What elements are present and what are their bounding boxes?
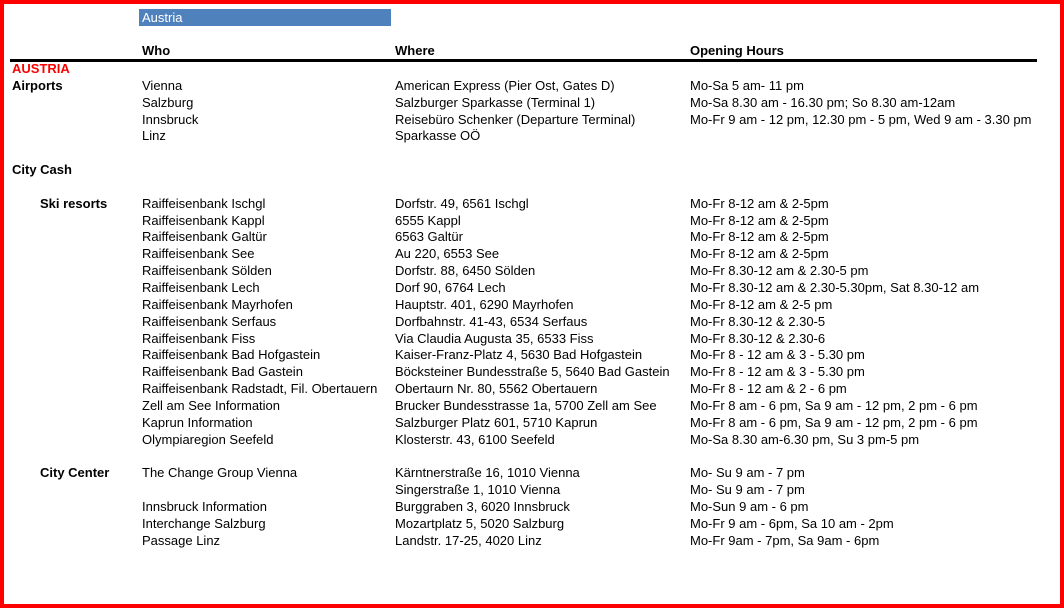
hours-cell: Mo-Fr 9 am - 6pm, Sa 10 am - 2pm <box>690 515 894 531</box>
hours-cell: Mo-Fr 8-12 am & 2-5 pm <box>690 296 833 312</box>
who-cell: Vienna <box>142 77 183 93</box>
where-cell: Dorf 90, 6764 Lech <box>395 279 506 295</box>
table-row <box>4 331 1060 348</box>
hours-cell: Mo-Fr 8 - 12 am & 2 - 6 pm <box>690 381 847 397</box>
where-cell: Au 220, 6553 See <box>395 246 500 262</box>
table-row <box>4 95 1060 112</box>
who-cell: Raiffeisenbank Sölden <box>142 263 272 279</box>
where-cell: Singerstraße 1, 1010 Vienna <box>395 482 561 498</box>
row-category-label: City Cash <box>12 162 72 178</box>
table-row <box>4 314 1060 331</box>
locations-table <box>4 61 1060 549</box>
hours-cell: Mo-Fr 9am - 7pm, Sa 9am - 6pm <box>690 532 880 548</box>
column-header-who: Who <box>142 43 171 58</box>
hours-cell: Mo-Sa 8.30 am-6.30 pm, Su 3 pm-5 pm <box>690 431 920 447</box>
table-row <box>4 432 1060 449</box>
table-row <box>4 128 1060 145</box>
spacer-row <box>4 448 1060 465</box>
where-cell: Kaiser-Franz-Platz 4, 5630 Bad Hofgastein <box>395 347 643 363</box>
where-cell: 6555 Kappl <box>395 212 461 228</box>
table-row <box>4 78 1060 95</box>
table-row <box>4 297 1060 314</box>
where-cell: Böcksteiner Bundesstraße 5, 5640 Bad Gastein <box>395 364 670 380</box>
who-cell: Interchange Salzburg <box>142 515 266 531</box>
hours-cell: Mo- Su 9 am - 7 pm <box>690 482 805 498</box>
table-row <box>4 364 1060 381</box>
hours-cell: Mo-Fr 8 - 12 am & 3 - 5.30 pm <box>690 364 865 380</box>
who-cell: Raiffeisenbank Mayrhofen <box>142 296 293 312</box>
who-cell: Linz <box>142 128 166 144</box>
hours-cell: Mo-Sa 8.30 am - 16.30 pm; So 8.30 am-12am <box>690 94 956 110</box>
where-cell: Salzburger Sparkasse (Terminal 1) <box>395 94 596 110</box>
table-row <box>4 465 1060 482</box>
where-cell: Kärntnerstraße 16, 1010 Vienna <box>395 465 580 481</box>
who-cell: Innsbruck Information <box>142 498 268 514</box>
where-cell: Brucker Bundesstrasse 1a, 5700 Zell am See <box>395 397 657 413</box>
where-cell: Via Claudia Augusta 35, 6533 Fiss <box>395 330 594 346</box>
hours-cell: Mo-Fr 8 am - 6 pm, Sa 9 am - 12 pm, 2 pm - 6 pm <box>690 397 978 413</box>
who-cell: Innsbruck <box>142 111 199 127</box>
where-cell: Hauptstr. 401, 6290 Mayrhofen <box>395 296 574 312</box>
who-cell: Olympiaregion Seefeld <box>142 431 274 447</box>
table-row <box>4 280 1060 297</box>
who-cell: Zell am See Information <box>142 397 281 413</box>
where-cell: Dorfstr. 88, 6450 Sölden <box>395 263 536 279</box>
row-category-label: AUSTRIA <box>12 61 70 76</box>
who-cell: Raiffeisenbank Bad Gastein <box>142 364 303 380</box>
who-cell: The Change Group Vienna <box>142 465 298 481</box>
spacer-row <box>4 179 1060 196</box>
table-row <box>4 381 1060 398</box>
who-cell: Raiffeisenbank Serfaus <box>142 313 277 329</box>
table-row <box>4 246 1060 263</box>
where-cell: Burggraben 3, 6020 Innsbruck <box>395 498 570 514</box>
hours-cell: Mo-Fr 8-12 am & 2-5pm <box>690 229 829 245</box>
country-title-cell: Austria <box>139 9 391 26</box>
who-cell: Kaprun Information <box>142 414 253 430</box>
hours-cell: Mo-Fr 8.30-12 & 2.30-5 <box>690 313 826 329</box>
table-row <box>4 415 1060 432</box>
table-row <box>4 398 1060 415</box>
hours-cell: Mo-Fr 9 am - 12 pm, 12.30 pm - 5 pm, Wed 9 am - 3.30 pm <box>690 111 1032 127</box>
who-cell: Raiffeisenbank Ischgl <box>142 195 266 211</box>
who-cell: Raiffeisenbank Fiss <box>142 330 256 346</box>
where-cell: Mozartplatz 5, 5020 Salzburg <box>395 515 565 531</box>
who-cell: Salzburg <box>142 94 194 110</box>
who-cell: Raiffeisenbank Galtür <box>142 229 267 245</box>
who-cell: Passage Linz <box>142 532 221 548</box>
where-cell: American Express (Pier Ost, Gates D) <box>395 77 615 93</box>
table-row <box>4 347 1060 364</box>
column-header-where: Where <box>395 43 435 58</box>
hours-cell: Mo-Fr 8.30-12 & 2.30-6 <box>690 330 826 346</box>
table-row <box>4 61 1060 78</box>
table-row <box>4 196 1060 213</box>
table-row <box>4 229 1060 246</box>
where-cell: Dorfbahnstr. 41-43, 6534 Serfaus <box>395 313 588 329</box>
where-cell: Salzburger Platz 601, 5710 Kaprun <box>395 414 598 430</box>
row-category-label: Ski resorts <box>40 195 108 211</box>
hours-cell: Mo-Sun 9 am - 6 pm <box>690 498 809 514</box>
table-row <box>4 533 1060 550</box>
where-cell: Klosterstr. 43, 6100 Seefeld <box>395 431 555 447</box>
who-cell: Raiffeisenbank Kappl <box>142 212 265 228</box>
hours-cell: Mo-Fr 8-12 am & 2-5pm <box>690 195 829 211</box>
who-cell: Raiffeisenbank Lech <box>142 279 260 295</box>
hours-cell: Mo-Fr 8.30-12 am & 2.30-5.30pm, Sat 8.30-12 am <box>690 279 980 295</box>
spacer-row <box>4 145 1060 162</box>
table-row <box>4 263 1060 280</box>
hours-cell: Mo-Fr 8.30-12 am & 2.30-5 pm <box>690 263 869 279</box>
row-category-label: Airports <box>12 77 63 93</box>
column-header-opening-hours: Opening Hours <box>690 43 784 58</box>
hours-cell: Mo-Sa 5 am- 11 pm <box>690 77 804 93</box>
table-row <box>4 482 1060 499</box>
table-row <box>4 499 1060 516</box>
table-row <box>4 162 1060 179</box>
where-cell: Landstr. 17-25, 4020 Linz <box>395 532 542 548</box>
who-cell: Raiffeisenbank Bad Hofgastein <box>142 347 321 363</box>
hours-cell: Mo- Su 9 am - 7 pm <box>690 465 805 481</box>
table-row <box>4 516 1060 533</box>
hours-cell: Mo-Fr 8-12 am & 2-5pm <box>690 246 829 262</box>
table-row <box>4 112 1060 129</box>
who-cell: Raiffeisenbank Radstadt, Fil. Obertauern <box>142 381 378 397</box>
table-row <box>4 213 1060 230</box>
where-cell: 6563 Galtür <box>395 229 463 245</box>
where-cell: Reisebüro Schenker (Departure Terminal) <box>395 111 636 127</box>
hours-cell: Mo-Fr 8 - 12 am & 3 - 5.30 pm <box>690 347 865 363</box>
where-cell: Obertaurn Nr. 80, 5562 Obertauern <box>395 381 598 397</box>
row-category-label: City Center <box>40 465 110 481</box>
who-cell: Raiffeisenbank See <box>142 246 255 262</box>
where-cell: Sparkasse OÖ <box>395 128 481 144</box>
where-cell: Dorfstr. 49, 6561 Ischgl <box>395 195 529 211</box>
hours-cell: Mo-Fr 8 am - 6 pm, Sa 9 am - 12 pm, 2 pm - 6 pm <box>690 414 978 430</box>
hours-cell: Mo-Fr 8-12 am & 2-5pm <box>690 212 829 228</box>
